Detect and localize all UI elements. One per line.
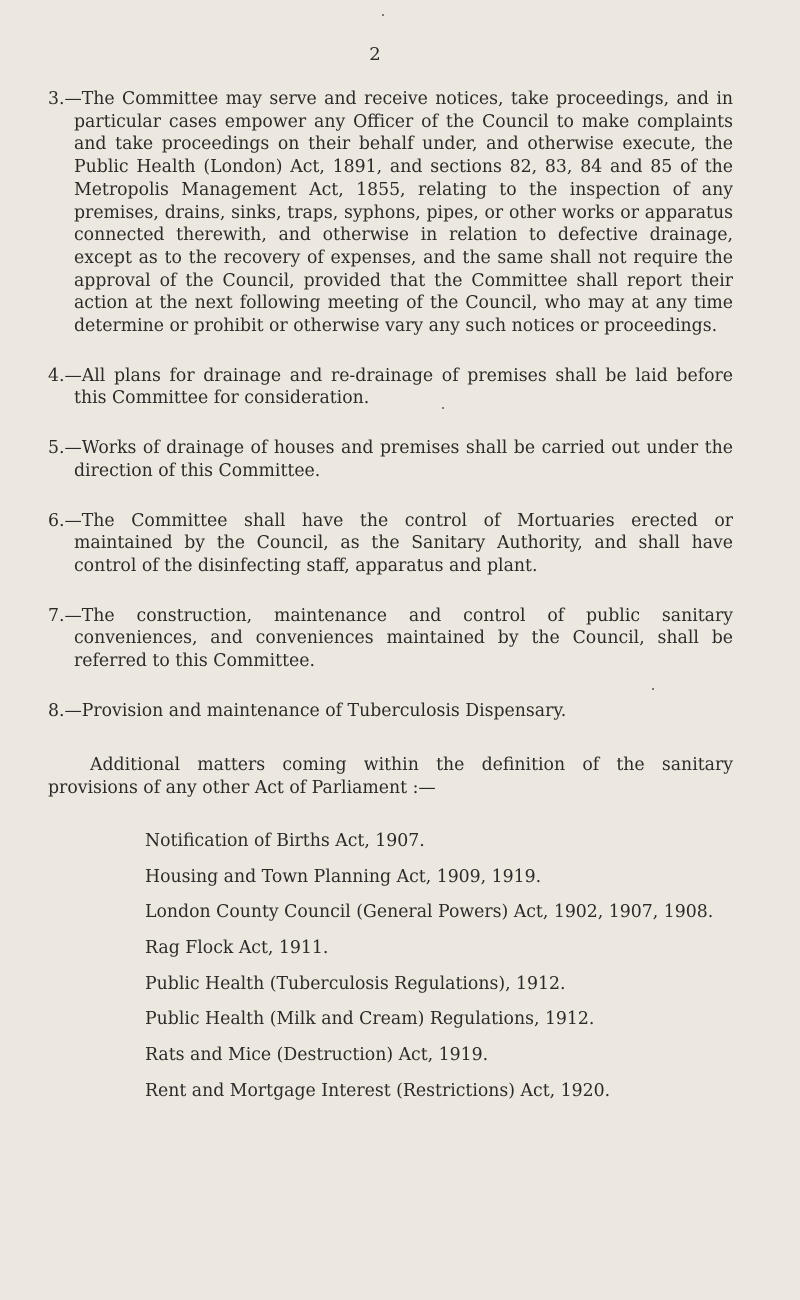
clause-5: 5.—Works of drainage of houses and premises shall be carried out under the direction of this Committee.	[48, 438, 733, 481]
additional-matters-intro: Additional matters coming within the definition of the sanitary provisions of any other Act of Parliament :—	[48, 755, 733, 799]
act-item: Notification of Births Act, 1907.	[145, 830, 425, 851]
act-item: London County Council (General Powers) Act, 1902, 1907, 1908.	[145, 902, 714, 923]
act-item: Rats and Mice (Destruction) Act, 1919.	[145, 1045, 489, 1066]
clause-7: 7.—The construction, maintenance and control of public sanitary conveniences, and conveniences maintained by the Council, shall be referred to this Committee.	[48, 605, 733, 672]
page-body	[48, 88, 733, 1116]
clause-4: 4.—All plans for drainage and re-drainage of premises shall be laid before this Committee for consideration.	[48, 365, 733, 409]
act-item: Rent and Mortgage Interest (Restrictions) Act, 1920.	[145, 1080, 611, 1101]
act-item: Public Health (Milk and Cream) Regulations, 1912.	[145, 1009, 595, 1030]
paper-speck	[382, 14, 384, 16]
act-item: Rag Flock Act, 1911.	[145, 937, 329, 958]
clause-8: 8.—Provision and maintenance of Tuberculosis Dispensary.	[48, 700, 567, 721]
act-item: Public Health (Tuberculosis Regulations), 1912.	[145, 973, 566, 994]
clause-3: 3.—The Committee may serve and receive notices, take proceedings, and in particular cases empower any Officer of the Council to make complaints and take proceedings on their behalf under, and otherwise execute, the Public Health (London) Act, 1891, and sections 82, 83, 84 and 85 of the Metropolis Management Act, 1855, relating to the inspection of any premises, drains, sinks, traps, syphons, pipes, or other works or apparatus connected therewith, and otherwise in relation to defective drainage, except as to the recovery of expenses, and the same shall not require the approval of the Council, provided that the Committee shall report their action at the next following meeting of the Council, who may at any time determine or prohibit or otherwise vary any such notices or proceedings.	[48, 89, 733, 337]
act-item: Housing and Town Planning Act, 1909, 1919.	[145, 866, 542, 887]
acts-list	[48, 830, 733, 1103]
page-number: 2	[369, 44, 381, 65]
clause-6: 6.—The Committee shall have the control of Mortuaries erected or maintained by the Council, as the Sanitary Authority, and shall have control of the disinfecting staff, apparatus and plant.	[48, 510, 733, 576]
